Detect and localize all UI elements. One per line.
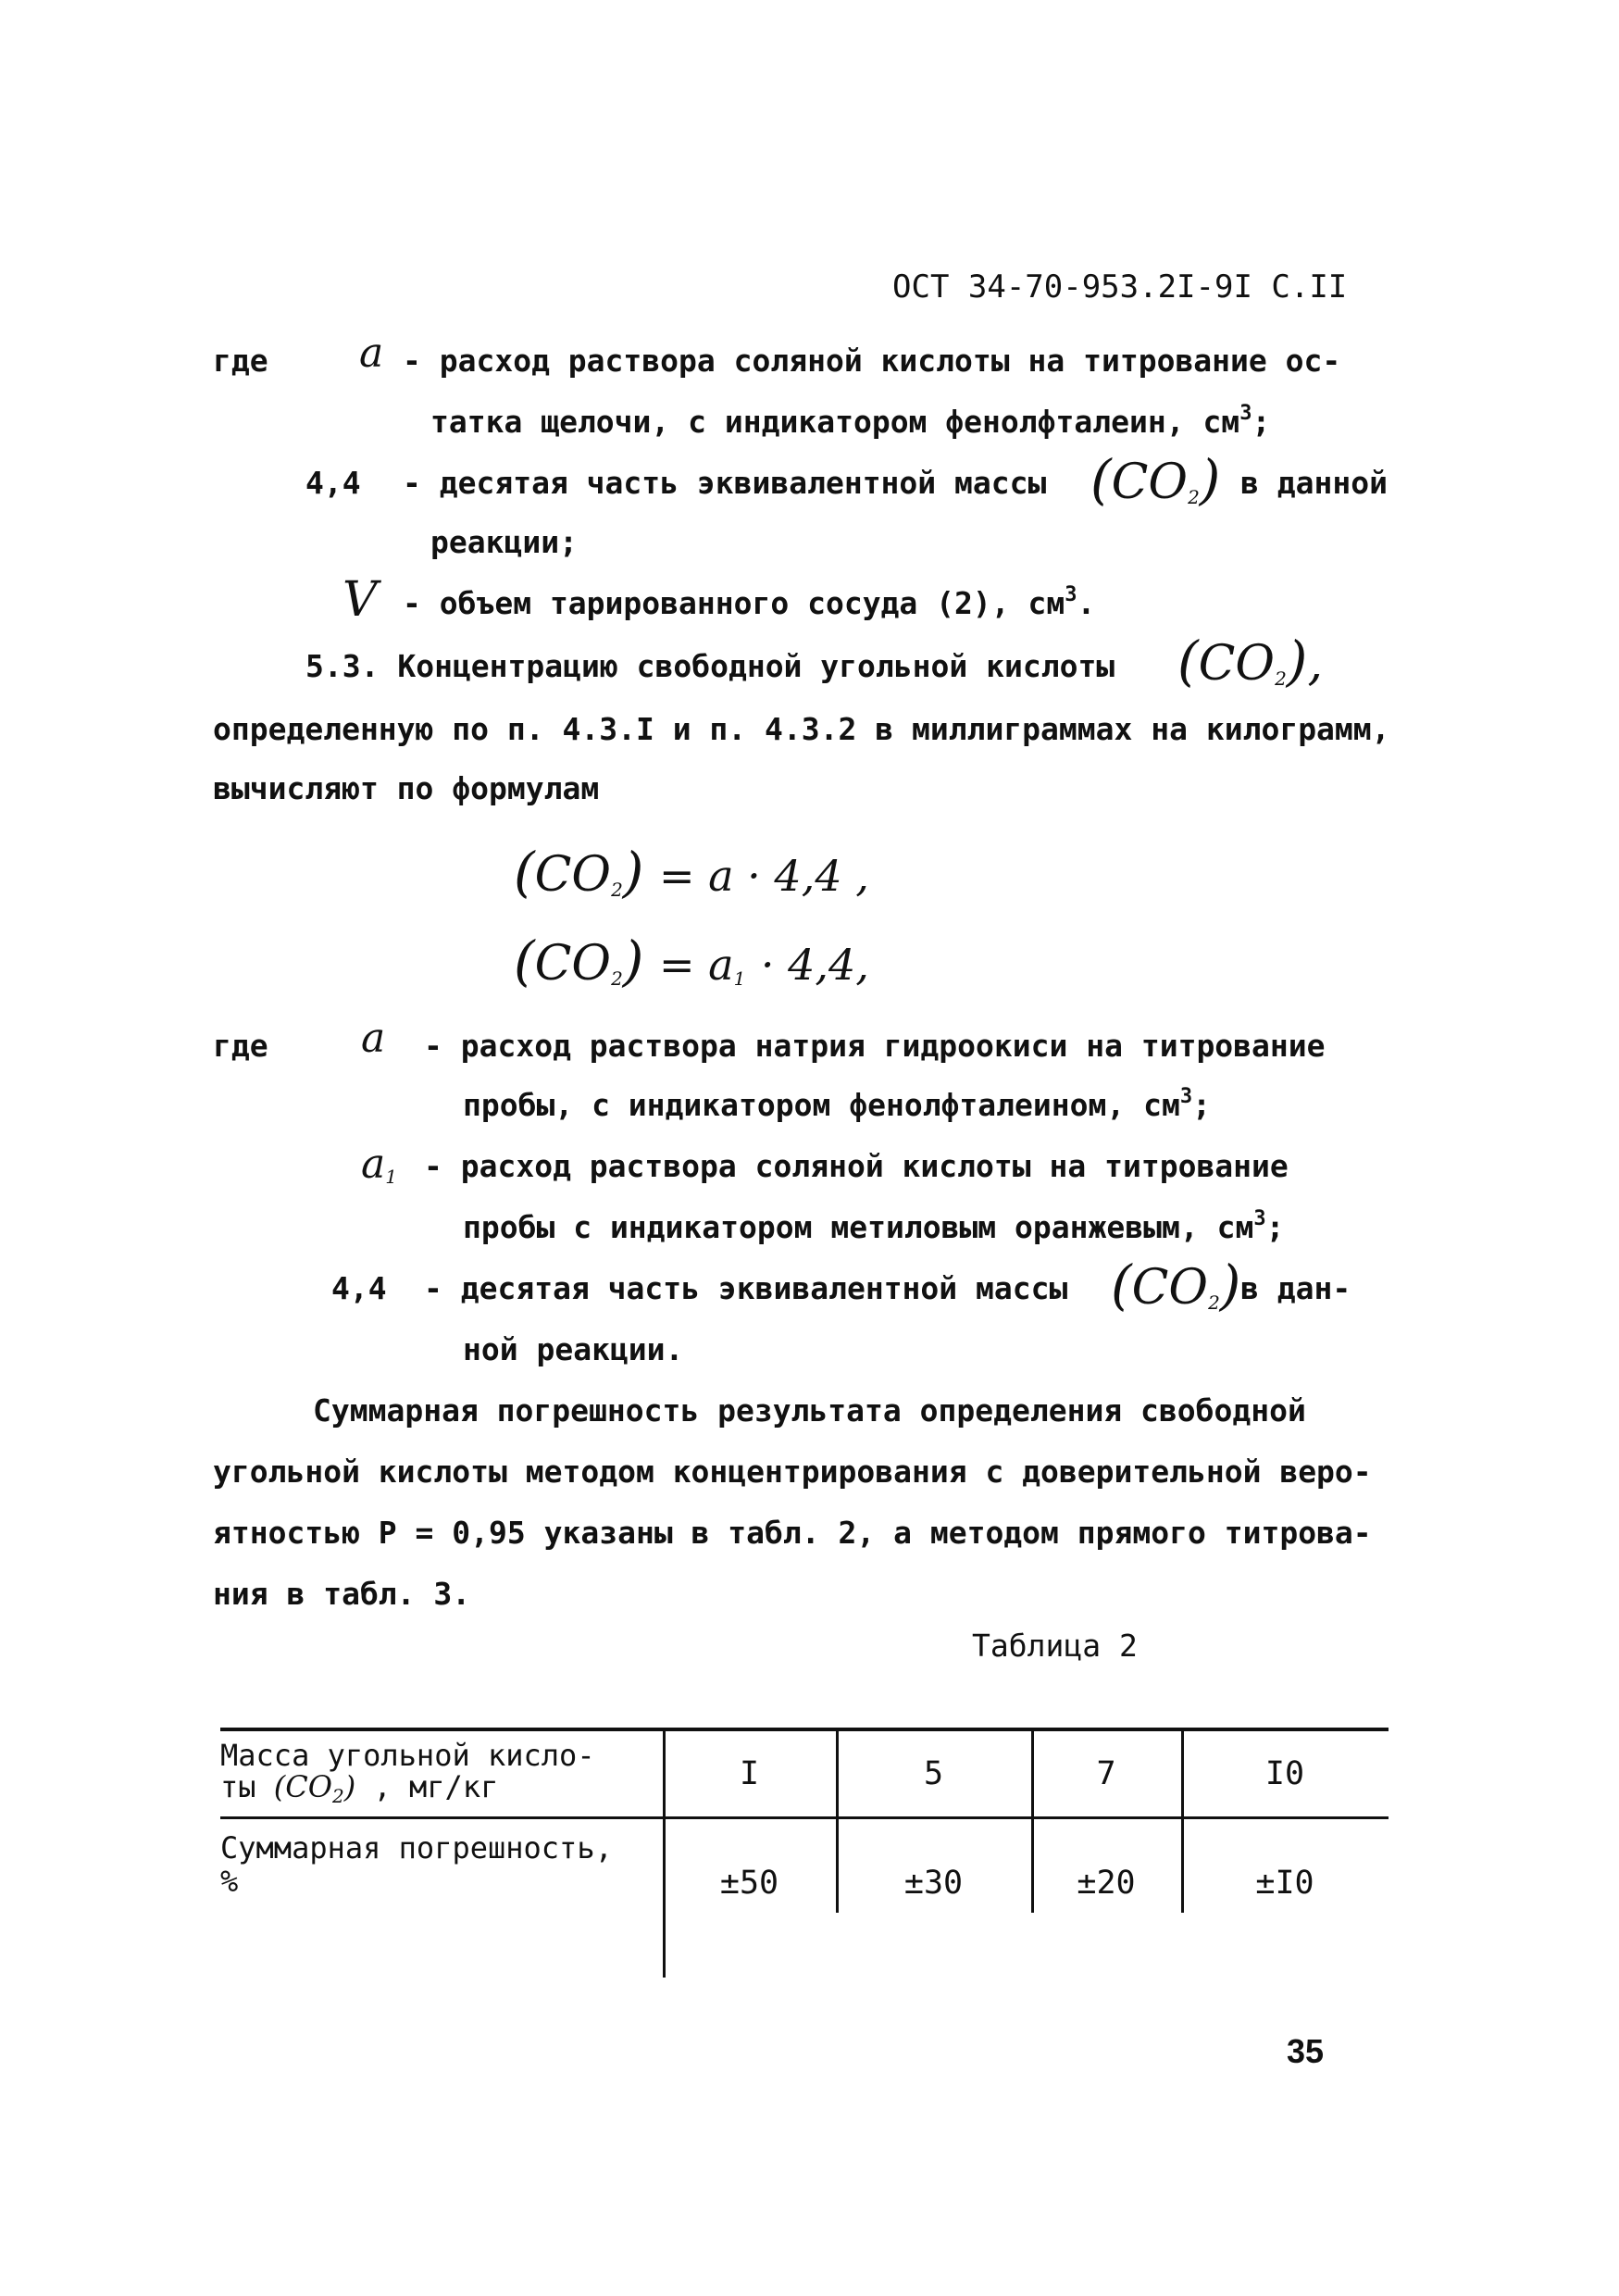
definition-a1-line2: пробы с индикатором метиловым оранжевым, $см^3$; xyxy=(463,1207,1285,1245)
definition-a-line2: татка щелочи, с индикатором фенолфталеин, $см^3$; xyxy=(430,402,1271,440)
definition-4-4-2-line1: - десятая часть эквивалентной массы xyxy=(424,1270,1068,1306)
formula-1: $(CO_2) = a \cdot 4,4$ , xyxy=(514,841,869,904)
summary-line4: ния в табл. 3. xyxy=(213,1576,471,1612)
table-caption: Таблица 2 xyxy=(972,1628,1138,1664)
value-cell-4: ±I0 xyxy=(1255,1865,1314,1902)
row-label-error-line1: Суммарная погрешность, xyxy=(220,1830,613,1866)
definition-v: - объем тарированного сосуда (2), $см^3$. xyxy=(403,583,1096,621)
symbol-a1: $a_1$ xyxy=(361,1141,397,1188)
summary-line1: Суммарная погрешность результата определения свободной xyxy=(313,1392,1306,1429)
column-header-2: 5 xyxy=(923,1755,944,1792)
column-header-4: I0 xyxy=(1264,1755,1305,1792)
value-cell-2: ±30 xyxy=(903,1865,964,1902)
row-label-error-line2: % xyxy=(220,1864,239,1899)
co2-symbol: $(CO_2)$ xyxy=(1090,448,1221,511)
definition-a2-line2: пробы, с индикатором фенолфталеином, $см^3$; xyxy=(463,1085,1211,1123)
definition-4-4-line1: - десятая часть эквивалентной массы xyxy=(403,465,1047,501)
summary-line3: ятностью P = 0,95 указаны в табл. 2, а методом прямого титрова- xyxy=(213,1515,1372,1551)
value-cell-3: ±20 xyxy=(1077,1865,1136,1902)
document-reference: ОСТ 34-70-953.2I-9I С.II xyxy=(892,268,1348,306)
table-top-rule xyxy=(220,1728,1389,1731)
definition-4-4-2-line2: ной реакции. xyxy=(463,1331,684,1367)
row-label-mass-line2: ты $(CO_2)$ , мг/кг xyxy=(220,1769,499,1807)
row-label-mass-line1: Масса угольной кисло- xyxy=(220,1738,595,1773)
constant-4-4: 4,4 xyxy=(305,465,361,501)
symbol-a-2: a xyxy=(361,1015,386,1062)
definition-a2-line1: - расход раствора натрия гидроокиси на титрование xyxy=(424,1028,1326,1064)
where-label-1: где xyxy=(213,343,268,379)
table-header-rule xyxy=(220,1816,1389,1819)
definition-4-4-line1-end: в данной xyxy=(1240,465,1388,501)
value-cell-1: ±50 xyxy=(719,1865,779,1902)
symbol-a: a xyxy=(359,330,384,377)
definition-a1-line1: - расход раствора соляной кислоты на титрование xyxy=(424,1148,1289,1184)
definition-a-line1: - расход раствора соляной кислоты на титрование ос- xyxy=(403,343,1341,379)
where-label-2: где xyxy=(213,1028,268,1064)
definition-4-4-line2: реакции; xyxy=(430,524,578,560)
page-number: 35 xyxy=(1287,2032,1325,2070)
co2-symbol-2: $(CO_2)$ xyxy=(1111,1254,1241,1316)
summary-line2: угольной кислоты методом концентрирования с доверительной веро- xyxy=(213,1454,1372,1490)
symbol-v: V xyxy=(342,572,378,628)
section-5-3-line2: определенную по п. 4.3.I и п. 4.3.2 в миллиграммах на килограмм, xyxy=(213,711,1390,747)
column-header-1: I xyxy=(739,1755,760,1792)
section-5-3-line3: вычисляют по формулам xyxy=(213,770,600,806)
table-2 xyxy=(220,1728,1389,1978)
section-5-3-line1: 5.3. Концентрацию свободной угольной кислоты xyxy=(305,648,1115,684)
formula-2: $(CO_2) = a_1 \cdot 4,4$, xyxy=(514,930,869,992)
column-header-3: 7 xyxy=(1096,1755,1116,1792)
co2-symbol-section: $(CO_2)$, xyxy=(1177,630,1323,693)
constant-4-4-2: 4,4 xyxy=(331,1270,387,1306)
definition-4-4-2-line1-end: в дан- xyxy=(1240,1270,1351,1306)
